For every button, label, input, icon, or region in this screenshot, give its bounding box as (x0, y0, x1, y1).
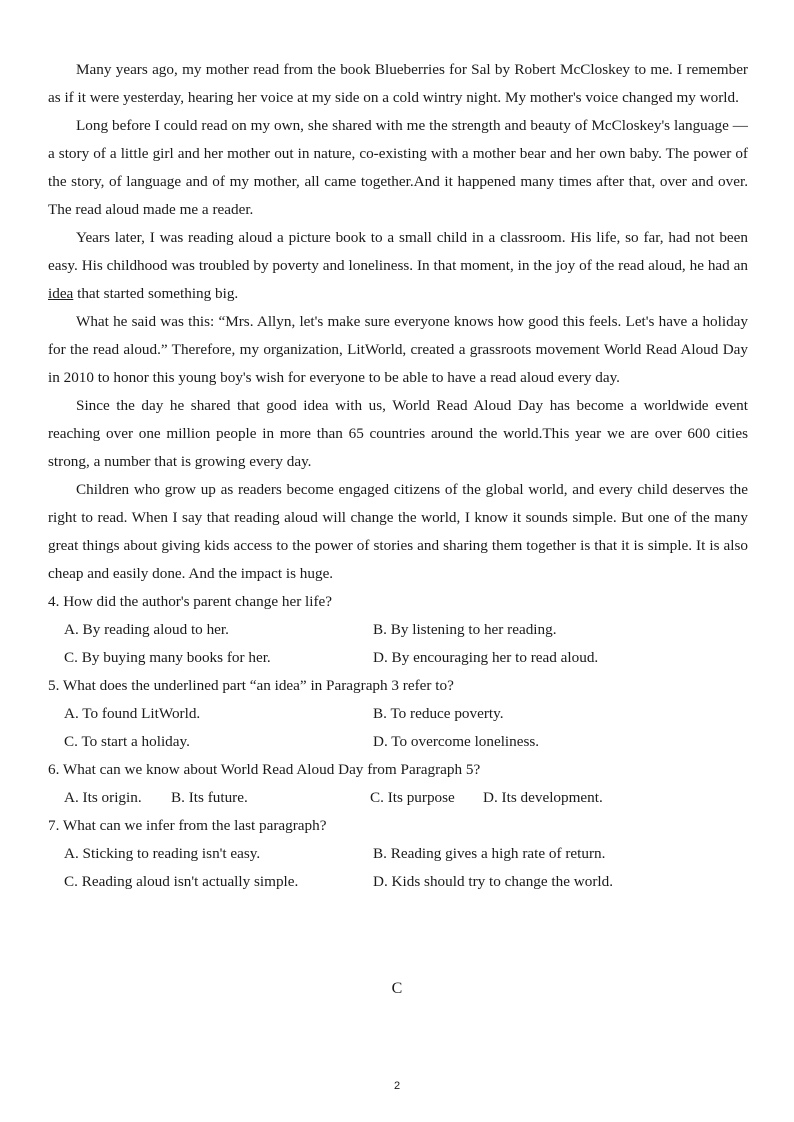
passage-paragraph-5: Since the day he shared that good idea with us, World Read Aloud Day has become a worldwide event reaching over one million people in more than 65 countries around the world.This year we are over 600 cities strong, a number that is growing every day. (48, 397, 748, 470)
question-7 (48, 812, 748, 896)
passage-paragraph-4: What he said was this: “Mrs. Allyn, let's make sure everyone knows how good this feels. Let's have a holiday for the read aloud.” Therefore, my organization, LitWorld, created a grassroots movement World Read Aloud Day in 2010 to honor this young boy's wish for everyone to be able to have a read aloud every day. (48, 313, 748, 386)
passage-paragraph-1: Many years ago, my mother read from the book Blueberries for Sal by Robert McCloskey to me. I remember as if it were yesterday, hearing her voice at my side on a cold wintry night. My mother's voice changed my world. (48, 61, 748, 106)
option-c: C. Reading aloud isn't actually simple. (64, 873, 299, 890)
option-b: B. By listening to her reading. (373, 621, 557, 638)
next-section-heading: C (391, 980, 403, 997)
option-a: A. To found LitWorld. (64, 705, 201, 722)
paragraph-3-text-before: Years later, I was reading aloud a picture book to a small child in a classroom. His life, so far, had not been easy. His childhood was troubled by poverty and loneliness. In that moment, in the joy of the read aloud, he had an (48, 229, 748, 274)
passage-paragraph-6: Children who grow up as readers become engaged citizens of the global world, and every child deserves the right to read. When I say that reading aloud will change the world, I know it sounds simple. But one of the many great things about giving kids access to the power of stories and sharing them together is that it is simple. It is also cheap and easily done. And the impact is huge. (48, 481, 748, 582)
underlined-idea: idea (48, 285, 74, 302)
option-a: A. Sticking to reading isn't easy. (64, 845, 261, 862)
option-d: D. To overcome loneliness. (373, 733, 540, 750)
document-page (48, 56, 748, 896)
paragraph-3-text-after: that started something big. (77, 285, 239, 302)
question-6 (48, 756, 748, 812)
option-d: D. By encouraging her to read aloud. (373, 649, 599, 666)
question-options (48, 700, 748, 756)
passage-paragraph-3 (48, 224, 748, 308)
option-a: A. By reading aloud to her. (64, 621, 229, 638)
question-stem: 5. What does the underlined part “an idea” in Paragraph 3 refer to? (48, 677, 454, 694)
option-c: C. By buying many books for her. (64, 649, 271, 666)
option-d: D. Kids should try to change the world. (373, 873, 614, 890)
option-b: B. Its future. (171, 789, 248, 806)
question-options (48, 784, 748, 812)
option-d: D. Its development. (483, 789, 603, 806)
question-options (48, 616, 748, 672)
option-b: B. Reading gives a high rate of return. (373, 845, 606, 862)
question-stem: 7. What can we infer from the last paragraph? (48, 817, 327, 834)
option-c: C. To start a holiday. (64, 733, 190, 750)
option-a: A. Its origin. (64, 789, 142, 806)
question-5 (48, 672, 748, 756)
page-number: 2 (393, 1080, 401, 1092)
passage-paragraph-2: Long before I could read on my own, she shared with me the strength and beauty of McCloskey's language — a story of a little girl and her mother out in nature, co-existing with a mother bear and her own baby. The power of the story, of language and of my mother, all came together.And it happened many times after that, over and over. The read aloud made me a reader. (48, 117, 748, 218)
option-c: C. Its purpose (370, 789, 455, 806)
question-options (48, 840, 748, 896)
question-stem: 6. What can we know about World Read Aloud Day from Paragraph 5? (48, 761, 481, 778)
question-stem: 4. How did the author's parent change her life? (48, 593, 333, 610)
question-4 (48, 588, 748, 672)
option-b: B. To reduce poverty. (373, 705, 504, 722)
